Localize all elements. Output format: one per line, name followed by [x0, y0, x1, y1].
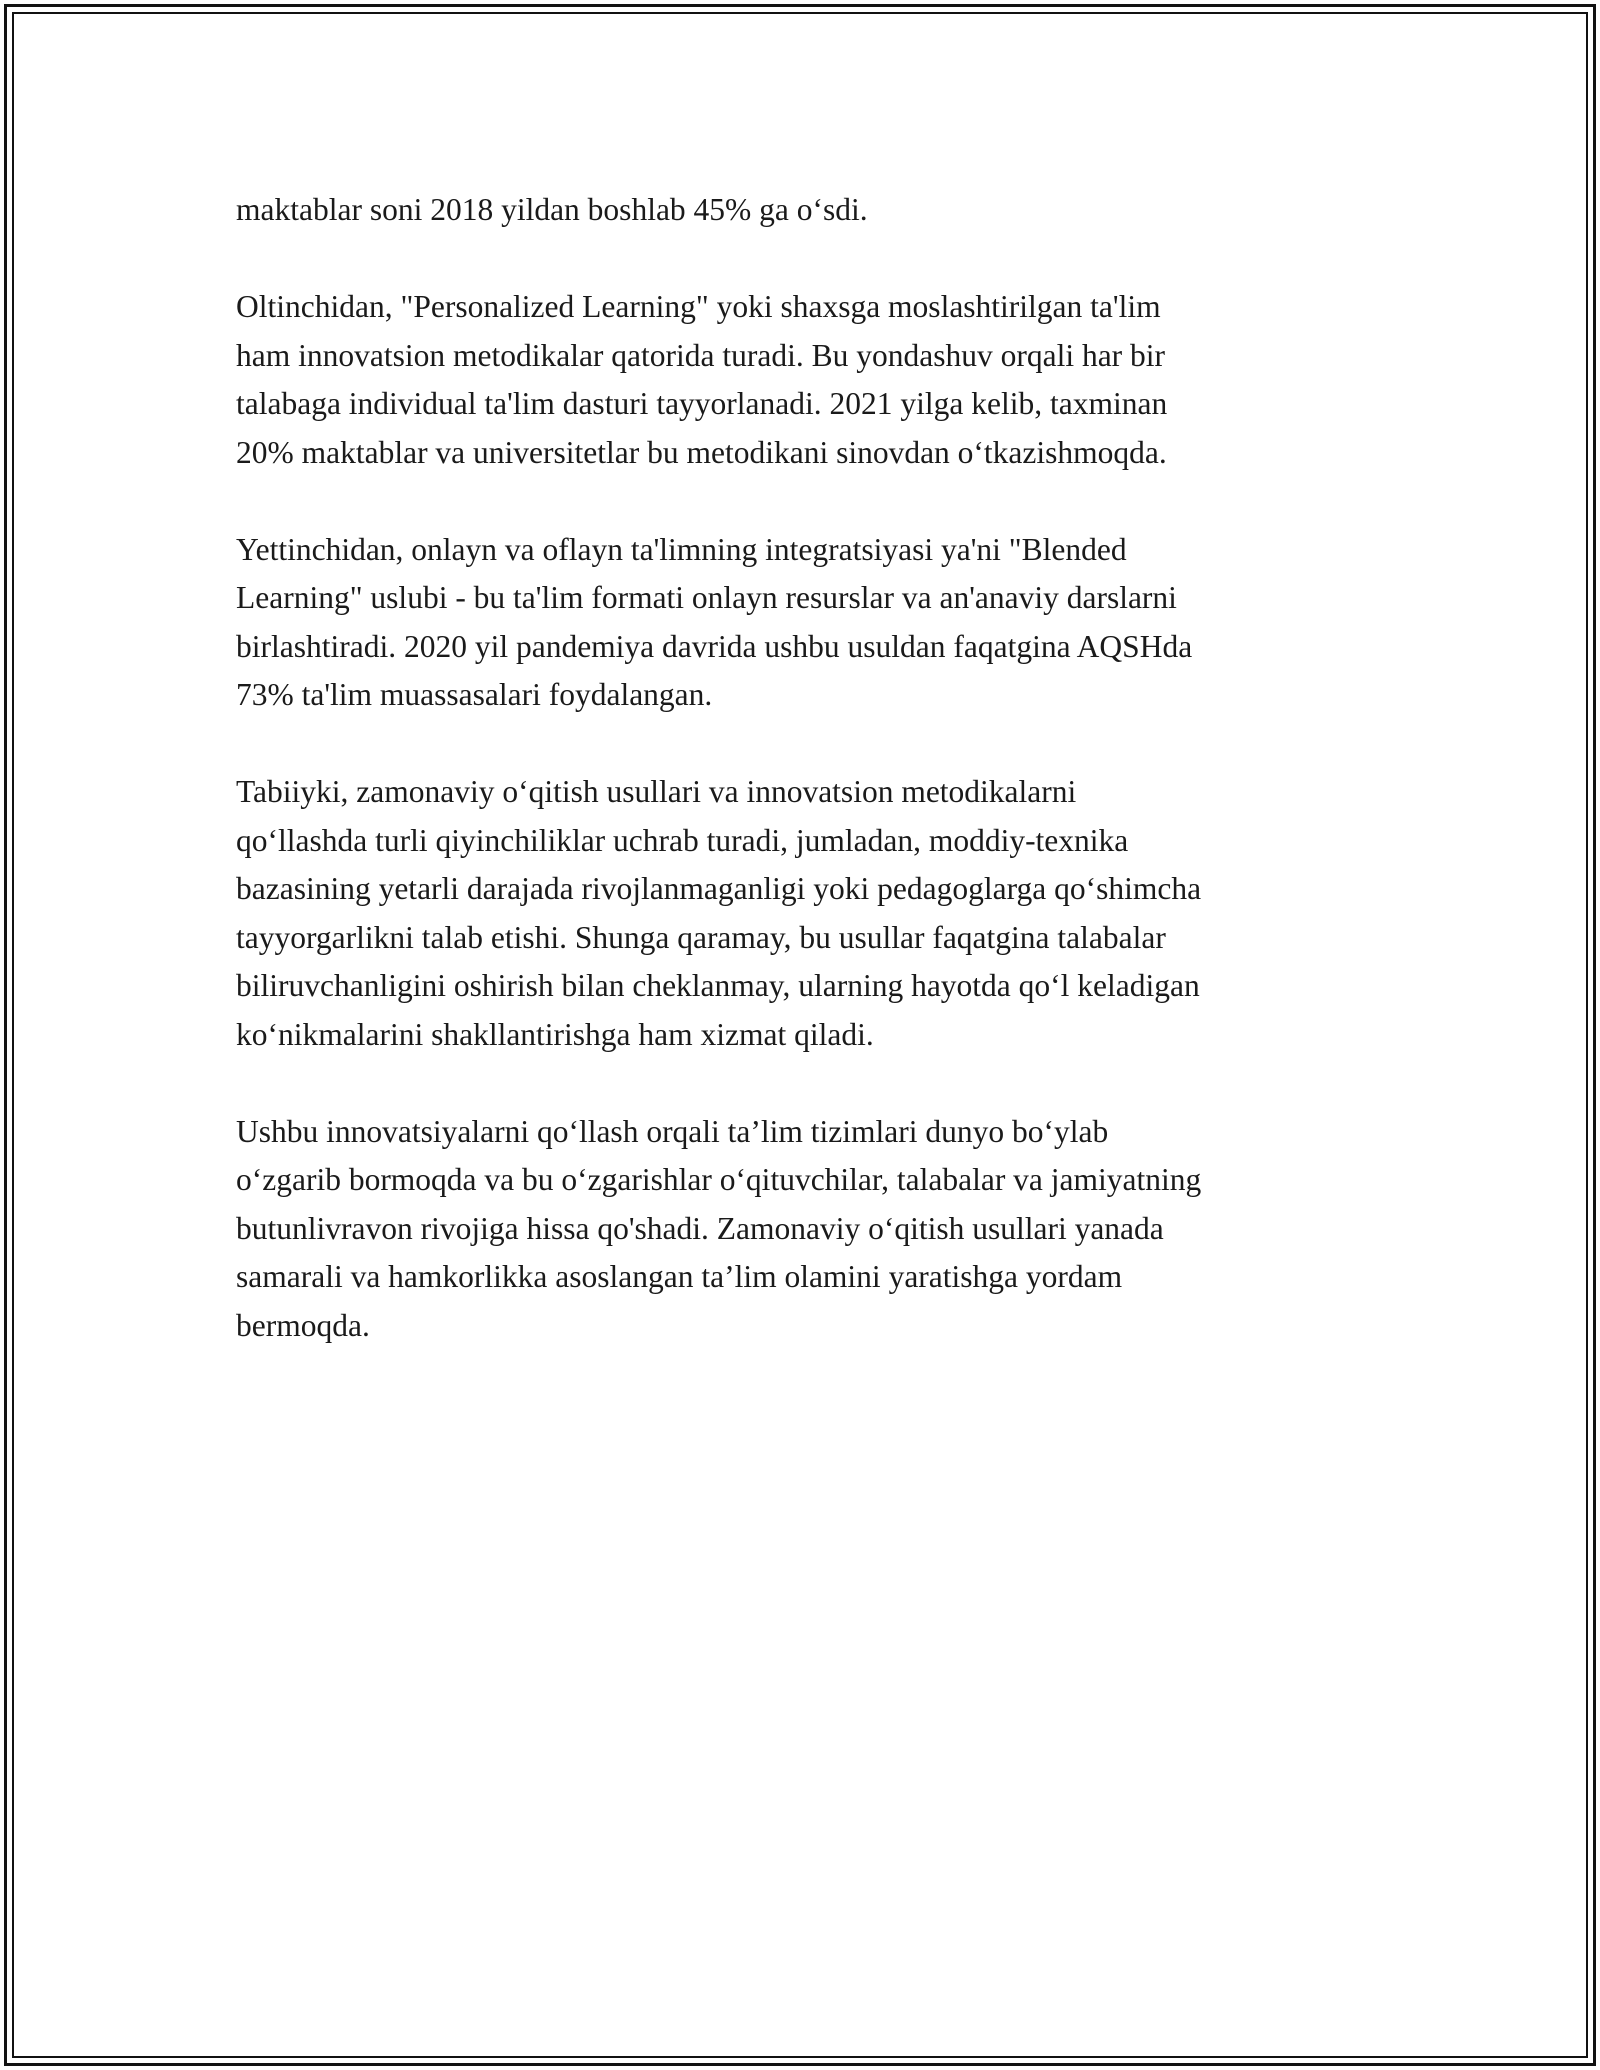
paragraph-2	[236, 283, 1366, 477]
paragraph-line: biliruvchanligini oshirish bilan cheklanmay, ularning hayotda qo‘l keladigan	[236, 968, 1200, 1003]
paragraph-line: Learning" uslubi - bu ta'lim formati onlayn resurslar va an'anaviy darslarni	[236, 580, 1177, 615]
paragraph-3	[236, 526, 1366, 720]
paragraph-line: tayyorgarlikni talab etishi. Shunga qaramay, bu usullar faqatgina talabalar	[236, 919, 1166, 955]
paragraph-line: o‘zgarib bormoqda va bu o‘zgarishlar o‘qituvchilar, talabalar va jamiyatning	[236, 1162, 1202, 1197]
paragraph-line: Oltinchidan, "Personalized Learning" yoki shaxsga moslashtirilgan ta'lim	[236, 289, 1161, 324]
paragraph-4	[236, 768, 1366, 1059]
paragraph-line: ham innovatsion metodikalar qatorida turadi. Bu yondashuv orqali har bir	[236, 337, 1166, 373]
paragraph-1	[236, 186, 1366, 235]
paragraph-line: ko‘nikmalarini shakllantirishga ham xizmat qiladi.	[236, 1016, 874, 1052]
paragraph-line: samarali va hamkorlikka asoslangan ta’lim olamini yaratishga yordam	[236, 1259, 1123, 1294]
paragraph-5	[236, 1108, 1366, 1351]
paragraph-line: Tabiiyki, zamonaviy o‘qitish usullari va innovatsion metodikalarni	[236, 774, 1077, 809]
paragraph-line: maktablar soni 2018 yildan boshlab 45% ga o‘sdi.	[236, 192, 868, 227]
document-body	[236, 186, 1366, 1399]
paragraph-line: qo‘llashda turli qiyinchiliklar uchrab turadi, jumladan, moddiy-texnika	[236, 822, 1129, 858]
paragraph-line: 20% maktablar va universitetlar bu metodikani sinovdan o‘tkazishmoqda.	[236, 434, 1167, 470]
paragraph-line: butunlivravon rivojiga hissa qo'shadi. Zamonaviy o‘qitish usullari yanada	[236, 1210, 1164, 1246]
paragraph-line: Ushbu innovatsiyalarni qo‘llash orqali ta’lim tizimlari dunyo bo‘ylab	[236, 1113, 1109, 1149]
paragraph-line: birlashtiradi. 2020 yil pandemiya davrida ushbu usuldan faqatgina AQSHda	[236, 628, 1193, 664]
paragraph-line: bermoqda.	[236, 1307, 370, 1343]
paragraph-line: Yettinchidan, onlayn va oflayn ta'limning integratsiyasi ya'ni "Blended	[236, 531, 1127, 567]
paragraph-line: talabaga individual ta'lim dasturi tayyorlanadi. 2021 yilga kelib, taxminan	[236, 386, 1168, 421]
paragraph-line: 73% ta'lim muassasalari foydalangan.	[236, 677, 713, 712]
paragraph-line: bazasining yetarli darajada rivojlanmaganligi yoki pedagoglarga qo‘shimcha	[236, 871, 1202, 906]
